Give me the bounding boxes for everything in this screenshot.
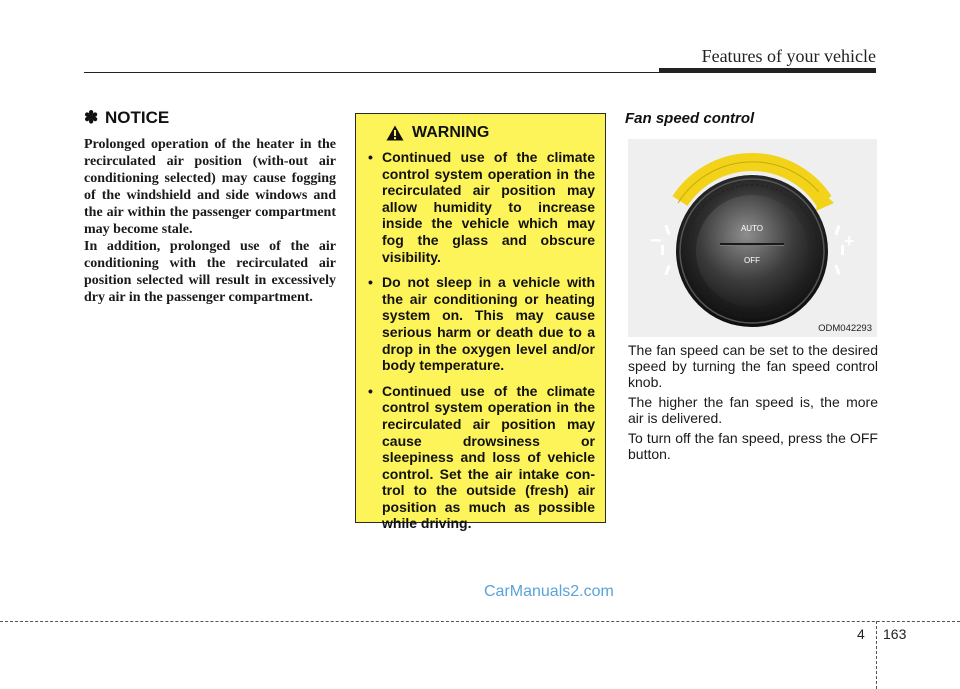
notice-paragraph: Prolonged operation of the heater in the recirculated air position (with-out air conditioning selected) may cause fogging of the windshield and side windows and the air within the passenger compartment may become stale.: [84, 137, 336, 237]
fan-speed-body: [628, 342, 878, 466]
bullet-icon: •: [368, 274, 373, 291]
notice-paragraph: In addition, prolonged use of the air conditioning with the recirculated air position selected will result in excessively dry air in the passenger compartment.: [84, 239, 336, 305]
warning-title: WARNING: [412, 124, 490, 141]
footer-divider: [876, 621, 877, 689]
fan-knob-figure: [628, 139, 877, 337]
warning-item: [368, 149, 595, 265]
fan-speed-title: Fan speed control: [625, 110, 755, 127]
bullet-icon: •: [368, 149, 373, 165]
minus-icon: −: [650, 230, 662, 252]
bullet-icon: •: [368, 382, 373, 399]
page-number: 163: [883, 626, 907, 642]
body-paragraph: To turn off the fan speed, press the OFF button.: [628, 430, 878, 462]
body-paragraph: The higher the fan speed is, the more air is delivered.: [628, 394, 878, 426]
warning-triangle-icon: [386, 125, 404, 141]
notice-title: [84, 108, 336, 128]
warning-item-text: Continued use of the climate control system operation in the recirculated air position may allow humidity to increase inside the vehicle which may fog the glass and obscure visibility.: [382, 149, 595, 265]
footer-rule: [0, 621, 960, 622]
notice-body: [84, 136, 336, 306]
off-label: OFF: [744, 256, 760, 265]
notice-section: [84, 108, 336, 306]
warning-item: [368, 274, 595, 374]
watermark-link[interactable]: CarManuals2.com: [484, 583, 614, 600]
plus-icon: +: [844, 231, 855, 251]
fan-knob-labels: [628, 139, 877, 337]
warning-header: [386, 124, 595, 142]
notice-star-icon: ✽: [84, 108, 99, 127]
figure-code: ODM042293: [818, 323, 872, 334]
notice-title-text: NOTICE: [104, 108, 170, 127]
warning-item: [368, 383, 595, 532]
warning-item-text: Do not sleep in a vehicle with the air conditioning or heating system on. This may cause serious harm or death due to a drop in the oxygen level and/or body temperature.: [382, 274, 595, 374]
body-paragraph: The fan speed can be set to the desired speed by turning the fan speed control knob.: [628, 342, 878, 390]
warning-list: [368, 149, 595, 532]
header-title: Features of your vehicle: [701, 46, 876, 66]
chapter-number: 4: [857, 626, 865, 642]
warning-item-text: Continued use of the climate control system operation in the recirculated air position may cause drowsiness or sleepiness and loss of vehicle control. Set the air intake con-trol to the outside (fresh) air position as much as possible while driving.: [382, 382, 595, 532]
header-rule: [84, 72, 659, 73]
warning-box: [355, 113, 606, 532]
auto-label: AUTO: [740, 224, 764, 233]
header-rule-accent: [659, 68, 876, 73]
